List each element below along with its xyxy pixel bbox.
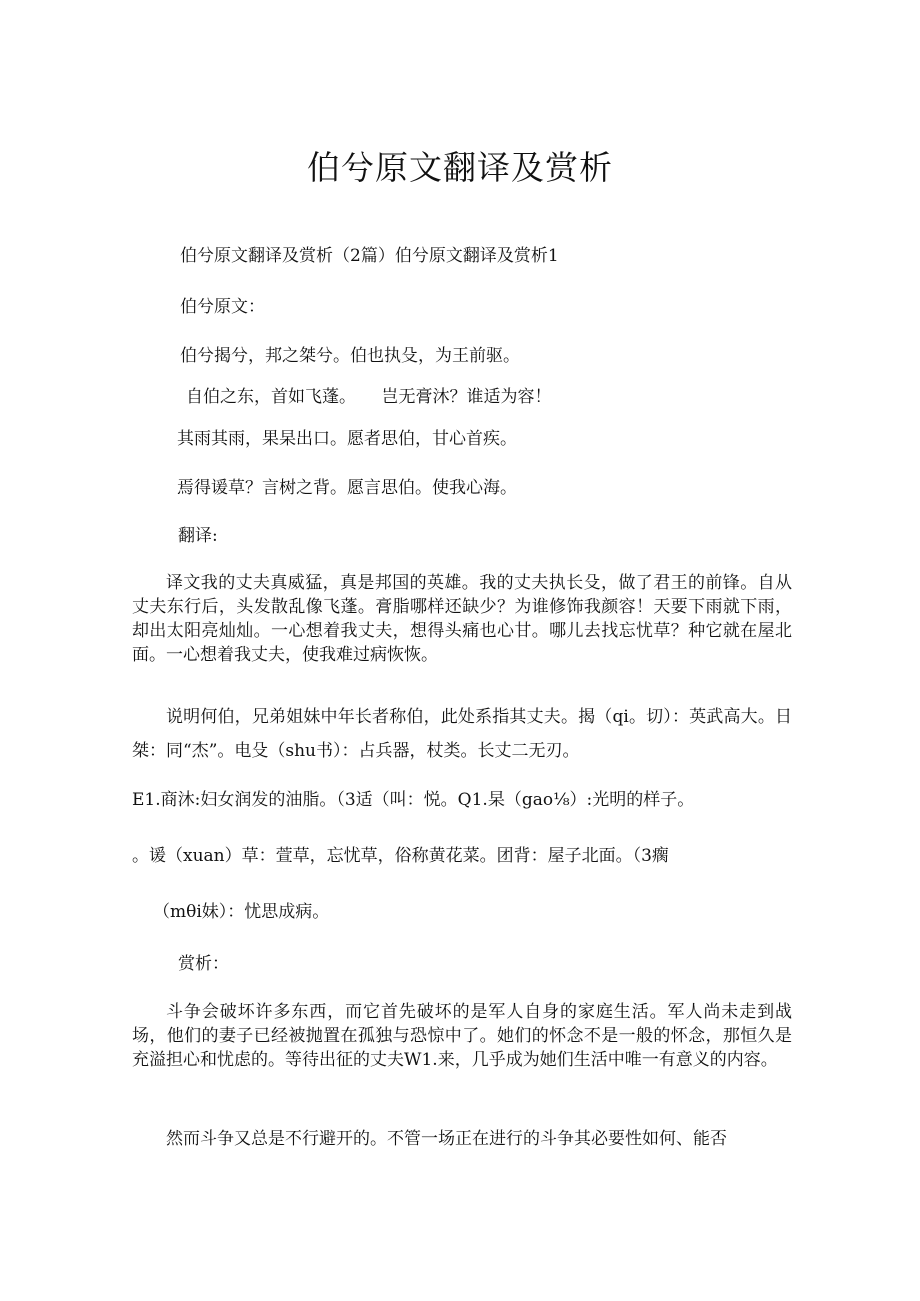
note-line-2: 。谖（xuan）草：萱草，忘忧草，俗称黄花菜。团背：屋子北面。（3瘸: [132, 846, 669, 866]
analysis-paragraph-2: 然而斗争又总是不行避开的。不管一场正在进行的斗争其必要性如何、能否: [166, 1129, 727, 1149]
poem-line-2: 自伯之东，首如飞蓬。 岂无膏沐？谁适为容！: [186, 387, 552, 407]
poem-line-4: 焉得谖草？言树之背。愿言思伯。使我心海。: [177, 478, 517, 498]
intro-line: 伯兮原文翻译及赏析（2篇）伯兮原文翻译及赏析1: [180, 246, 559, 266]
original-heading: 伯兮原文：: [180, 297, 265, 317]
analysis-paragraph-1: 斗争会破坏许多东西，而它首先破坏的是军人自身的家庭生活。军人尚未走到战场，他们的妻子已经被抛置在孤独与恐惊中了。她们的怀念不是一般的怀念，那恒久是充溢担心和忧虑的。等待出征的丈夫W1.来，几乎成为她们生活中唯一有意义的内容。: [132, 1002, 792, 1070]
translation-heading: 翻译:: [178, 526, 218, 546]
note-line-1: E1.商沐:妇女润发的油脂。（3适（叫：悦。Q1.杲（gao⅛）:光明的样子。: [132, 790, 695, 810]
document-title: 伯兮原文翻译及赏析: [307, 148, 613, 187]
note-line-3: （mθi妹）：忧思成病。: [153, 902, 330, 922]
analysis-heading: 赏析：: [178, 954, 229, 974]
notes-paragraph: 说明何伯，兄弟姐妹中年长者称伯，此处系指其丈夫。揭（qi。切）：英武高大。日桀：同“杰”。电殳（shu书）：占兵器，杖类。长丈二无刃。: [132, 707, 792, 761]
poem-line-1: 伯兮揭兮，邦之桀兮。伯也执殳，为王前驱。: [180, 346, 520, 366]
translation-paragraph: 译文我的丈夫真威猛，真是邦国的英雄。我的丈夫执长殳，做了君王的前锋。自从丈夫东行后，头发散乱像飞蓬。膏脂哪样还缺少？为谁修饰我颜容！天要下雨就下雨，却出太阳亮灿灿。一心想着我丈夫，想得头痛也心甘。哪儿去找忘忧草？种它就在屋北面。一心想着我丈夫，使我难过病恢恢。: [132, 573, 792, 665]
poem-line-3: 其雨其雨，果杲出口。愿者思伯，甘心首疾。: [177, 429, 517, 449]
